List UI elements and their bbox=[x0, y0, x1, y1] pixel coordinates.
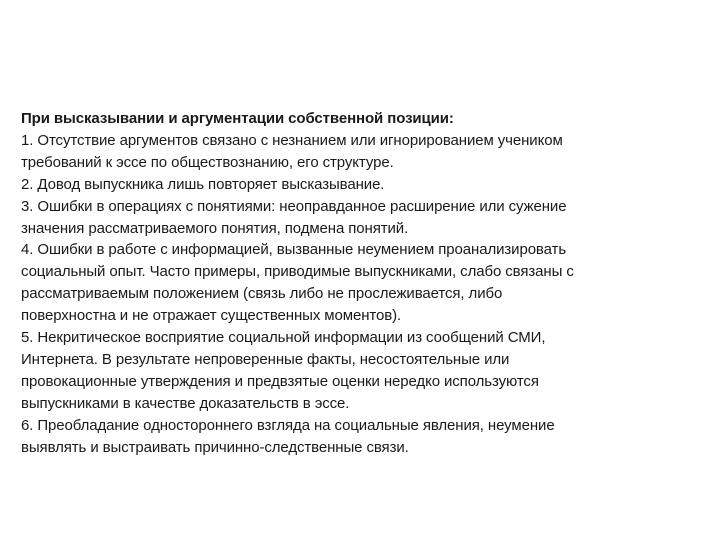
text-line: Интернета. В результате непроверенные факты, несостоятельные или bbox=[21, 350, 510, 368]
text-line: 5. Некритическое восприятие социальной информации из сообщений СМИ, bbox=[21, 329, 546, 347]
text-line: требований к эссе по обществознанию, его структуре. bbox=[21, 153, 394, 171]
text-line: 3. Ошибки в операциях с понятиями: неоправданное расширение или сужение bbox=[21, 197, 567, 215]
text-line: провокационные утверждения и предвзятые оценки нередко используются bbox=[21, 372, 539, 390]
text-line: социальный опыт. Часто примеры, приводимые выпускниками, слабо связаны с bbox=[21, 263, 574, 281]
text-line: 2. Довод выпускника лишь повторяет высказывание. bbox=[21, 175, 385, 193]
text-block bbox=[21, 108, 701, 459]
text-line: 6. Преобладание одностороннего взгляда на социальные явления, неумение bbox=[21, 416, 555, 434]
text-line: поверхностна и не отражает существенных моментов). bbox=[21, 307, 402, 325]
text-line: выявлять и выстраивать причинно-следственные связи. bbox=[21, 438, 409, 456]
text-line: значения рассматриваемого понятия, подмена понятий. bbox=[21, 219, 409, 237]
text-line: 1. Отсутствие аргументов связано с незнанием или игнорированием учеником bbox=[21, 131, 563, 149]
text-line: рассматриваемым положением (связь либо не прослеживается, либо bbox=[21, 285, 503, 303]
text-line: 4. Ошибки в работе с информацией, вызванные неумением проанализировать bbox=[21, 241, 567, 259]
text-line: выпускниками в качестве доказательств в эссе. bbox=[21, 394, 350, 412]
heading: При высказывании и аргументации собственной позиции: bbox=[21, 110, 454, 127]
